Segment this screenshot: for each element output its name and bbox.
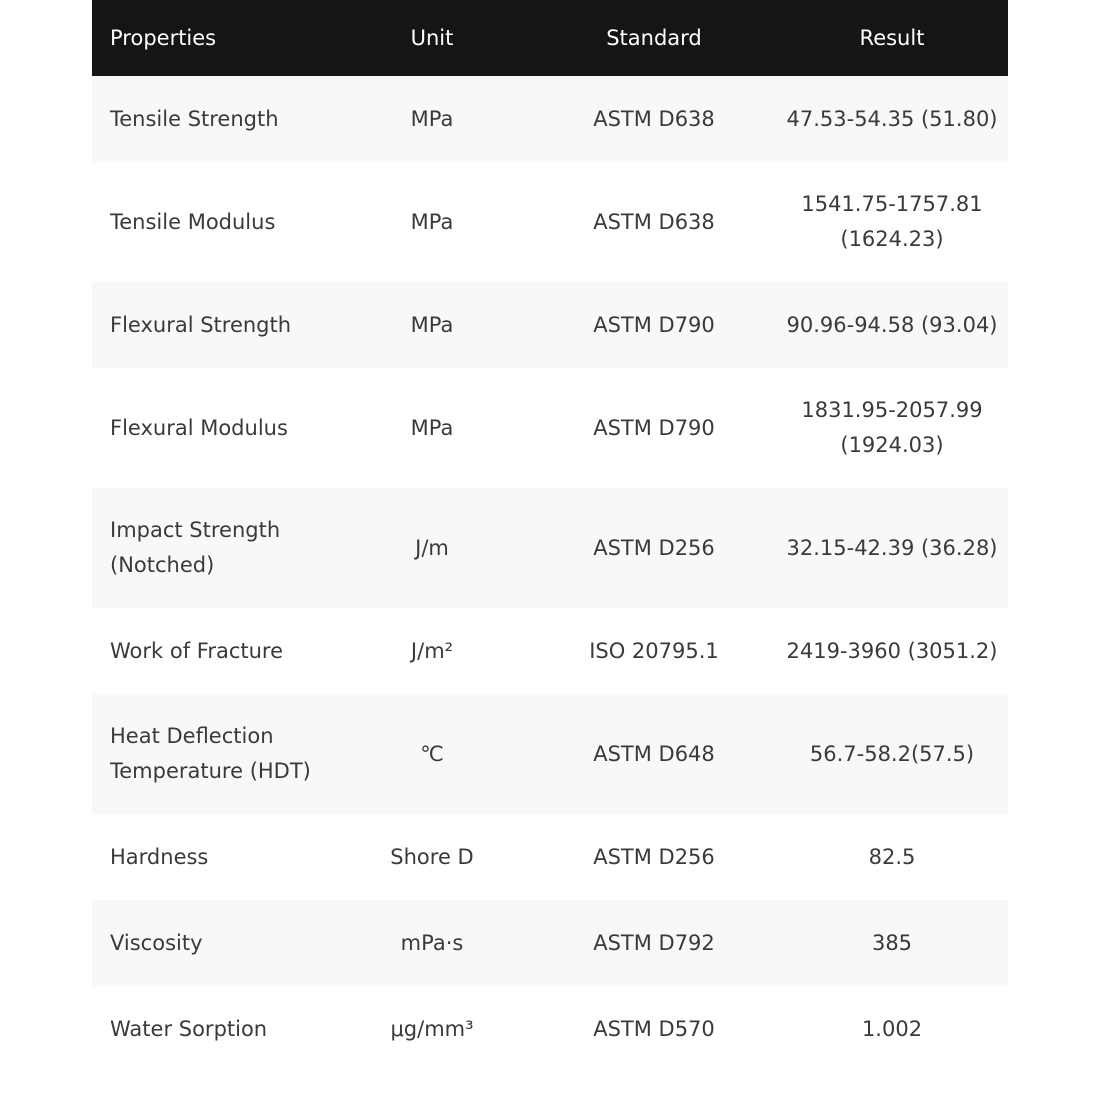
cell-result: 90.96-94.58 (93.04) (786, 312, 998, 337)
cell-unit: MPa (410, 415, 454, 440)
cell-result: 2419-3960 (3051.2) (786, 638, 998, 663)
cell-property: Hardness (110, 844, 209, 869)
cell-unit: MPa (410, 106, 454, 131)
cell-result-line2: (1624.23) (840, 227, 944, 251)
cell-property: Flexural Modulus (110, 415, 288, 440)
cell-property (92, 694, 332, 814)
header-result: Result (859, 26, 925, 50)
table-row (92, 368, 1008, 488)
table-row (92, 76, 1008, 162)
cell-property: Tensile Modulus (110, 209, 276, 234)
cell-property: Tensile Strength (110, 106, 279, 131)
cell-property-line1: Impact Strength (110, 518, 281, 542)
properties-table-container (92, 0, 1008, 1072)
header-row (92, 0, 1008, 76)
cell-result-line1: 1541.75-1757.81 (801, 192, 983, 216)
cell-result: 56.7-58.2(57.5) (809, 741, 975, 766)
properties-table (92, 0, 1008, 1072)
cell-unit: MPa (410, 312, 454, 337)
header-standard: Standard (606, 26, 702, 50)
table-row (92, 900, 1008, 986)
cell-standard: ASTM D790 (593, 415, 715, 440)
cell-property-line2: Temperature (HDT) (110, 759, 311, 783)
cell-result (776, 162, 1008, 282)
cell-standard: ASTM D648 (593, 741, 715, 766)
cell-result: 82.5 (868, 844, 916, 869)
cell-property: Work of Fracture (110, 638, 284, 663)
cell-property-line1: Heat Deflection (110, 724, 274, 748)
cell-result-line1: 1831.95-2057.99 (801, 398, 983, 422)
cell-property-line2: (Notched) (110, 553, 215, 577)
cell-result-line2: (1924.03) (840, 433, 944, 457)
table-row (92, 162, 1008, 282)
table-header (92, 0, 1008, 76)
cell-standard: ASTM D638 (593, 209, 715, 234)
cell-standard: ISO 20795.1 (589, 638, 719, 663)
cell-unit: J/m (415, 535, 449, 560)
cell-result: 32.15-42.39 (36.28) (786, 535, 998, 560)
table-row (92, 694, 1008, 814)
table-row (92, 282, 1008, 368)
cell-unit: J/m² (410, 638, 454, 663)
table-row (92, 608, 1008, 694)
table-row (92, 488, 1008, 608)
cell-unit: Shore D (390, 844, 474, 869)
cell-property: Flexural Strength (110, 312, 292, 337)
table-row (92, 986, 1008, 1072)
cell-standard: ASTM D792 (593, 930, 715, 955)
table-row (92, 814, 1008, 900)
cell-result: 385 (871, 930, 913, 955)
cell-property (92, 488, 332, 608)
cell-unit: MPa (410, 209, 454, 234)
cell-standard: ASTM D570 (593, 1016, 715, 1041)
cell-standard: ASTM D256 (593, 535, 715, 560)
table-body (92, 76, 1008, 1072)
cell-standard: ASTM D638 (593, 106, 715, 131)
header-unit: Unit (410, 26, 454, 50)
cell-unit: ℃ (420, 741, 444, 766)
cell-property: Viscosity (110, 930, 203, 955)
cell-standard: ASTM D256 (593, 844, 715, 869)
cell-property: Water Sorption (110, 1016, 268, 1041)
cell-result: 1.002 (861, 1016, 923, 1041)
cell-result: 47.53-54.35 (51.80) (786, 106, 998, 131)
cell-unit: mPa·s (400, 930, 464, 955)
header-properties: Properties (110, 26, 217, 50)
cell-result (776, 368, 1008, 488)
cell-standard: ASTM D790 (593, 312, 715, 337)
cell-unit: μg/mm³ (390, 1016, 474, 1041)
